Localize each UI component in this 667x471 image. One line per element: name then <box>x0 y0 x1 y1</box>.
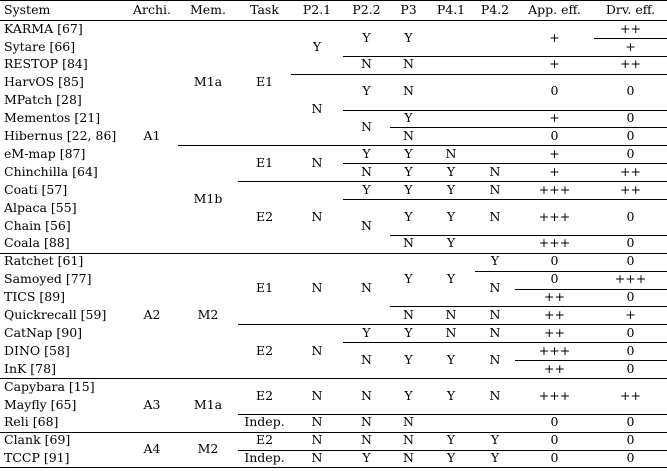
cell-p22: N <box>361 56 372 72</box>
cell-p3: Y <box>404 351 413 367</box>
cell-mem: M1b <box>193 190 223 206</box>
cell-app: + <box>549 110 560 126</box>
cell-app: 0 <box>550 414 559 430</box>
cell-p3: Y <box>404 387 413 403</box>
row-rule <box>390 127 667 128</box>
row-rule <box>0 253 667 254</box>
cell-p21: N <box>311 450 323 466</box>
cell-p21: N <box>311 101 323 117</box>
cell-app: 0 <box>550 128 559 144</box>
cell-app: +++ <box>538 387 571 403</box>
system-name: RESTOP [84] <box>4 56 88 72</box>
table-bottom-rule <box>0 467 667 468</box>
cell-p3: Y <box>404 271 413 287</box>
cell-p42: Y <box>490 450 500 466</box>
system-name: Ratchet [61] <box>4 253 84 269</box>
cell-p42: N <box>489 351 501 367</box>
cell-p41: Y <box>446 235 456 251</box>
cell-app: 0 <box>550 83 559 99</box>
header-p22: P2.2 <box>352 2 381 18</box>
row-rule <box>291 74 667 75</box>
cell-p3: Y <box>404 29 413 45</box>
cell-p22: N <box>361 351 372 367</box>
cell-p3: N <box>403 450 414 466</box>
cell-drv: 0 <box>626 450 635 466</box>
cell-p3: Y <box>404 163 413 179</box>
cell-app: + <box>549 163 560 179</box>
header-app: App. eff. <box>528 2 581 18</box>
header-p41: P4.1 <box>436 2 466 18</box>
cell-drv: + <box>625 307 636 323</box>
row-rule <box>515 289 667 290</box>
cell-p22: N <box>361 119 372 135</box>
cell-drv: ++ <box>620 181 641 197</box>
cell-archi: A1 <box>143 128 161 144</box>
cell-app: ++ <box>544 307 565 323</box>
cell-p41: N <box>445 145 457 161</box>
cell-p41: Y <box>446 163 456 179</box>
cell-p41: Y <box>446 432 456 448</box>
cell-app: +++ <box>538 208 571 224</box>
cell-p3: Y <box>404 181 413 197</box>
cell-p3: N <box>403 128 414 144</box>
cell-p42: N <box>489 280 501 296</box>
row-rule <box>238 181 667 182</box>
system-name: MPatch [28] <box>4 92 82 108</box>
cell-p21: N <box>311 432 323 448</box>
cell-app: +++ <box>538 181 571 197</box>
cell-drv: +++ <box>614 271 647 287</box>
cell-task: E1 <box>255 280 274 296</box>
cell-task: E2 <box>255 208 274 224</box>
cell-p41: N <box>445 324 457 340</box>
row-rule <box>390 235 667 236</box>
cell-p22: Y <box>362 324 371 340</box>
row-rule <box>343 199 667 200</box>
cell-p42: N <box>489 307 501 323</box>
cell-p22: N <box>361 414 372 430</box>
cell-p41: Y <box>446 271 456 287</box>
cell-p21: N <box>311 208 323 224</box>
cell-archi: A4 <box>143 441 161 457</box>
cell-p41: Y <box>446 450 456 466</box>
cell-p22: Y <box>362 145 371 161</box>
cell-app: ++ <box>544 360 565 376</box>
cell-p3: N <box>403 56 414 72</box>
row-rule <box>343 163 667 164</box>
cell-p22: Y <box>362 450 371 466</box>
row-rule <box>594 38 667 39</box>
system-name: Chain [56] <box>4 217 71 233</box>
cell-p42: Y <box>490 253 500 269</box>
system-name: Mayfly [65] <box>4 396 77 412</box>
cell-drv: ++ <box>620 20 641 36</box>
cell-mem: M2 <box>197 307 219 323</box>
cell-p42: N <box>489 208 501 224</box>
row-rule <box>515 360 667 361</box>
cell-app: +++ <box>538 342 571 358</box>
cell-app: + <box>549 29 560 45</box>
cell-mem: M1a <box>193 74 223 90</box>
header-system: System <box>4 2 51 18</box>
row-rule <box>238 450 667 451</box>
cell-p22: N <box>361 163 372 179</box>
system-name: Quickrecall [59] <box>4 307 107 323</box>
system-name: Reli [68] <box>4 414 59 430</box>
cell-mem: M2 <box>197 441 219 457</box>
system-name: Alpaca [55] <box>4 199 77 215</box>
cell-drv: 0 <box>626 208 635 224</box>
row-rule <box>475 271 667 272</box>
header-p21: P2.1 <box>302 2 332 18</box>
system-name: Sytare [66] <box>4 38 76 54</box>
cell-p3: N <box>403 83 414 99</box>
system-name: InK [78] <box>4 360 56 376</box>
system-name: eM-map [87] <box>4 145 86 161</box>
cell-app: +++ <box>538 235 571 251</box>
cell-p42: Y <box>490 432 500 448</box>
system-name: TICS [89] <box>4 289 66 305</box>
system-name: HarvOS [85] <box>4 74 84 90</box>
cell-drv: + <box>625 38 636 54</box>
cell-p3: N <box>403 235 414 251</box>
cell-drv: ++ <box>620 163 641 179</box>
cell-p42: N <box>489 163 501 179</box>
cell-app: ++ <box>544 324 565 340</box>
cell-p42: N <box>489 181 501 197</box>
row-rule <box>390 306 667 307</box>
cell-task: E2 <box>255 342 274 358</box>
system-name: Hibernus [22, 86] <box>4 128 117 144</box>
cell-app: + <box>549 56 560 72</box>
cell-drv: 0 <box>626 128 635 144</box>
cell-drv: 0 <box>626 342 635 358</box>
cell-drv: 0 <box>626 235 635 251</box>
cell-drv: 0 <box>626 253 635 269</box>
system-name: TCCP [91] <box>4 450 70 466</box>
header-p3: P3 <box>400 2 417 18</box>
cell-p22: N <box>361 280 372 296</box>
cell-p41: Y <box>446 351 456 367</box>
cell-drv: ++ <box>620 387 641 403</box>
header-task: Task <box>250 2 279 18</box>
system-name: DINO [58] <box>4 342 70 358</box>
cell-p22: N <box>361 432 372 448</box>
row-rule <box>0 432 667 433</box>
cell-p3: Y <box>404 324 413 340</box>
cell-p41: N <box>445 307 457 323</box>
system-name: Capybara [15] <box>4 378 95 394</box>
cell-p22: Y <box>362 181 371 197</box>
cell-p42: N <box>489 387 501 403</box>
cell-app: 0 <box>550 432 559 448</box>
cell-archi: A3 <box>143 396 161 412</box>
cell-p42: N <box>489 324 501 340</box>
cell-drv: 0 <box>626 432 635 448</box>
cell-app: + <box>549 145 560 161</box>
cell-drv: 0 <box>626 145 635 161</box>
header-drv: Drv. eff. <box>605 2 656 18</box>
cell-drv: 0 <box>626 360 635 376</box>
cell-p22: Y <box>362 29 371 45</box>
cell-p22: N <box>361 387 372 403</box>
cell-drv: 0 <box>626 414 635 430</box>
cell-mem: M1a <box>193 396 223 412</box>
cell-drv: 0 <box>626 324 635 340</box>
system-name: Mementos [21] <box>4 110 101 126</box>
cell-p41: Y <box>446 208 456 224</box>
cell-p21: N <box>311 154 323 170</box>
cell-drv: 0 <box>626 83 635 99</box>
cell-p3: N <box>403 432 414 448</box>
cell-p22: Y <box>362 83 371 99</box>
system-name: Samoyed [77] <box>4 271 92 287</box>
row-rule <box>343 342 667 343</box>
system-name: CatNap [90] <box>4 324 83 340</box>
header-p42: P4.2 <box>480 2 510 18</box>
row-rule <box>343 56 667 57</box>
cell-drv: ++ <box>620 56 641 72</box>
row-rule <box>238 324 667 325</box>
cell-task: Indep. <box>244 414 285 430</box>
system-name: Clank [69] <box>4 432 71 448</box>
cell-archi: A2 <box>143 307 161 323</box>
cell-p3: Y <box>404 208 413 224</box>
cell-task: Indep. <box>244 450 285 466</box>
header-mem: Mem. <box>189 2 227 18</box>
cell-p21: Y <box>312 38 322 54</box>
cell-p21: N <box>311 280 323 296</box>
header-archi: Archi. <box>132 2 172 18</box>
cell-task: E1 <box>255 154 274 170</box>
system-name: Coati [57] <box>4 181 68 197</box>
cell-task: E2 <box>255 432 274 448</box>
cell-p41: Y <box>446 181 456 197</box>
row-rule <box>238 414 667 415</box>
cell-app: 0 <box>550 253 559 269</box>
cell-app: 0 <box>550 271 559 287</box>
row-rule <box>178 145 667 146</box>
row-rule <box>0 378 667 379</box>
cell-p21: N <box>311 342 323 358</box>
cell-p21: N <box>311 414 323 430</box>
cell-drv: 0 <box>626 289 635 305</box>
cell-p22: N <box>361 217 372 233</box>
system-name: Coala [88] <box>4 235 70 251</box>
cell-p3: Y <box>404 110 413 126</box>
cell-drv: 0 <box>626 110 635 126</box>
cell-app: 0 <box>550 450 559 466</box>
system-name: Chinchilla [64] <box>4 163 98 179</box>
cell-p3: Y <box>404 145 413 161</box>
cell-app: ++ <box>544 289 565 305</box>
cell-p3: N <box>403 307 414 323</box>
cell-p21: N <box>311 387 323 403</box>
row-rule <box>343 110 667 111</box>
system-name: KARMA [67] <box>4 20 83 36</box>
cell-task: E1 <box>255 74 274 90</box>
cell-p41: Y <box>446 387 456 403</box>
cell-p3: N <box>403 414 414 430</box>
cell-task: E2 <box>255 387 274 403</box>
